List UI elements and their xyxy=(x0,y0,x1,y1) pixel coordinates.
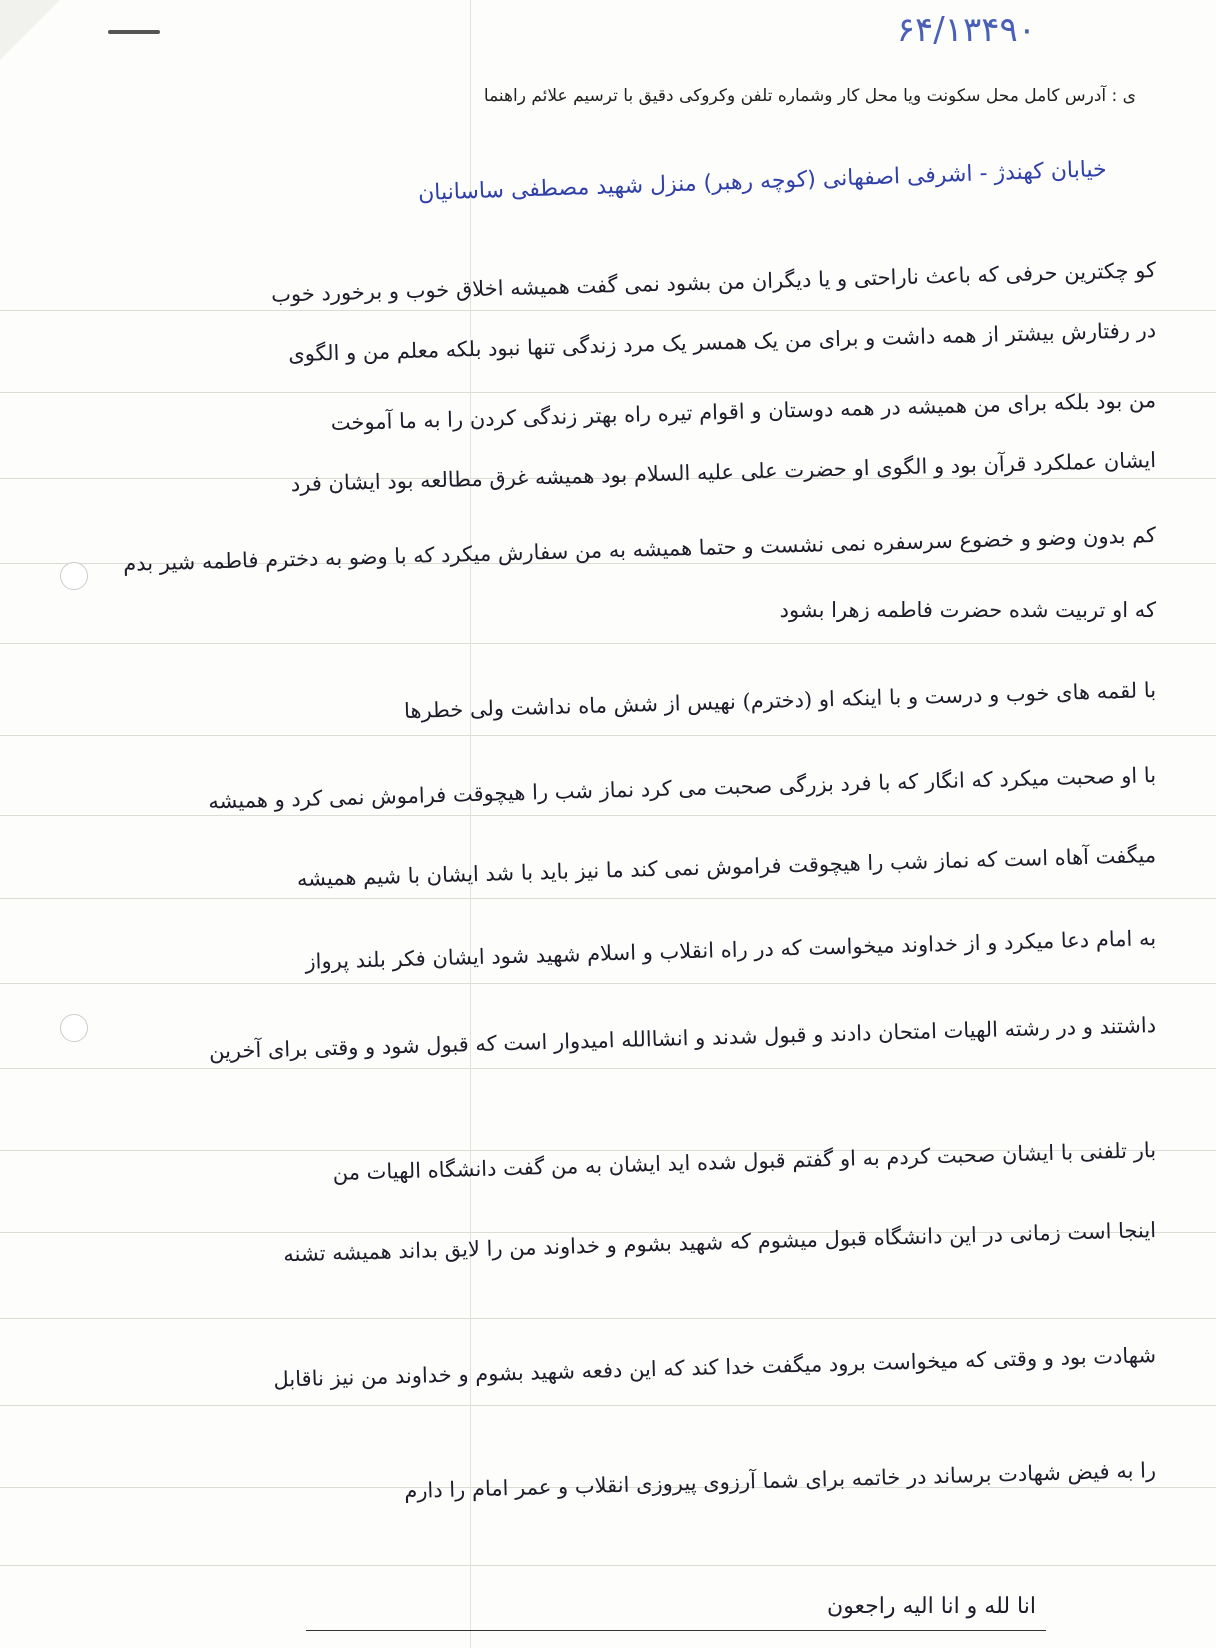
letter-line: کو چکترین حرفی که باعث ناراحتی و یا دیگران من بشود نمی گفت همیشه اخلاق خوب و برخورد خوب xyxy=(270,258,1157,307)
letter-line: با لقمه های خوب و درست و با اینکه او (دخترم) نهیس از شش ماه نداشت ولی خطرها xyxy=(403,678,1157,723)
margin-line xyxy=(470,0,471,1648)
form-field-label: ی : آدرس کامل محل سکونت ویا محل کار وشماره تلفن وکروکی دقیق با ترسیم علائم راهنما xyxy=(483,86,1136,106)
ruled-line xyxy=(0,1318,1216,1319)
letter-line: میگفت آهاه است که نماز شب را هیچوقت فراموش نمی کند ما نیز باید با شد ایشان با شیم همیشه xyxy=(296,843,1157,891)
letter-line: بار تلفنی با ایشان صحبت کردم به او گفتم قبول شده اید ایشان به من گفت دانشگاه الهیات من xyxy=(332,1138,1157,1185)
letter-line: ایشان عملکرد قرآن بود و الگوی او حضرت علی علیه السلام بود همیشه غرق مطالعه بود ایشان فرد xyxy=(290,448,1157,497)
ruled-line xyxy=(0,1565,1216,1566)
ruled-line xyxy=(0,1405,1216,1406)
corner-fold xyxy=(0,0,60,60)
letter-line: را به فیض شهادت برساند در خاتمه برای شما آرزوی پیروزی انقلاب و عمر امام را دارم xyxy=(403,1458,1157,1503)
letter-line: در رفتارش بیشتر از همه داشت و برای من یک همسر یک مرد زندگی تنها نبود بلکه معلم من و الگوی xyxy=(287,318,1157,367)
signature-underline xyxy=(306,1630,1046,1631)
letter-line: من بود بلکه برای من همیشه در همه دوستان و اقوام تیره راه بهتر زندگی کردن را به ما آموخت xyxy=(330,388,1157,436)
letter-line: شهادت بود و وقتی که میخواست برود میگفت خدا کند که این دفعه شهید بشوم و خداوند من نیز ناقابل xyxy=(273,1343,1157,1392)
closing-phrase: انا لله و انا الیه راجعون xyxy=(827,1594,1036,1619)
letter-line: به امام دعا میکرد و از خداوند میخواست که در راه انقلاب و اسلام شهید شود ایشان فکر بلند پرواز xyxy=(305,926,1157,974)
file-number: ۶۴/۱۳۴۹۰ xyxy=(896,10,1036,50)
letter-line: کم بدون وضو و خضوع سرسفره نمی نشست و حتما همیشه به من سفارش میکرد که با وضو به دخترم فاطمه شیر بدم xyxy=(122,523,1157,576)
ruled-line xyxy=(0,643,1216,644)
letter-line: داشتند و در رشته الهیات امتحان دادند و قبول شدند و انشاالله امیدوار است که قبول شود و وقتی برای آخرین xyxy=(208,1013,1157,1064)
letter-line: با او صحبت میکرد که انگار که با فرد بزرگی صحبت می کرد نماز شب را هیچوقت فراموش نمی کرد و همیشه xyxy=(208,763,1157,814)
address-handwritten: خیابان کهندژ - اشرفی اصفهانی (کوچه رهبر) منزل شهید مصطفی ساسانیان xyxy=(417,156,1108,207)
letter-line: که او تربیت شده حضرت فاطمه زهرا بشود xyxy=(779,598,1156,622)
letter-line: اینجا است زمانی در این دانشگاه قبول میشوم که شهید بشوم و خداوند من را لایق بداند همیشه تشنه xyxy=(282,1218,1157,1267)
pen-mark xyxy=(108,30,160,34)
